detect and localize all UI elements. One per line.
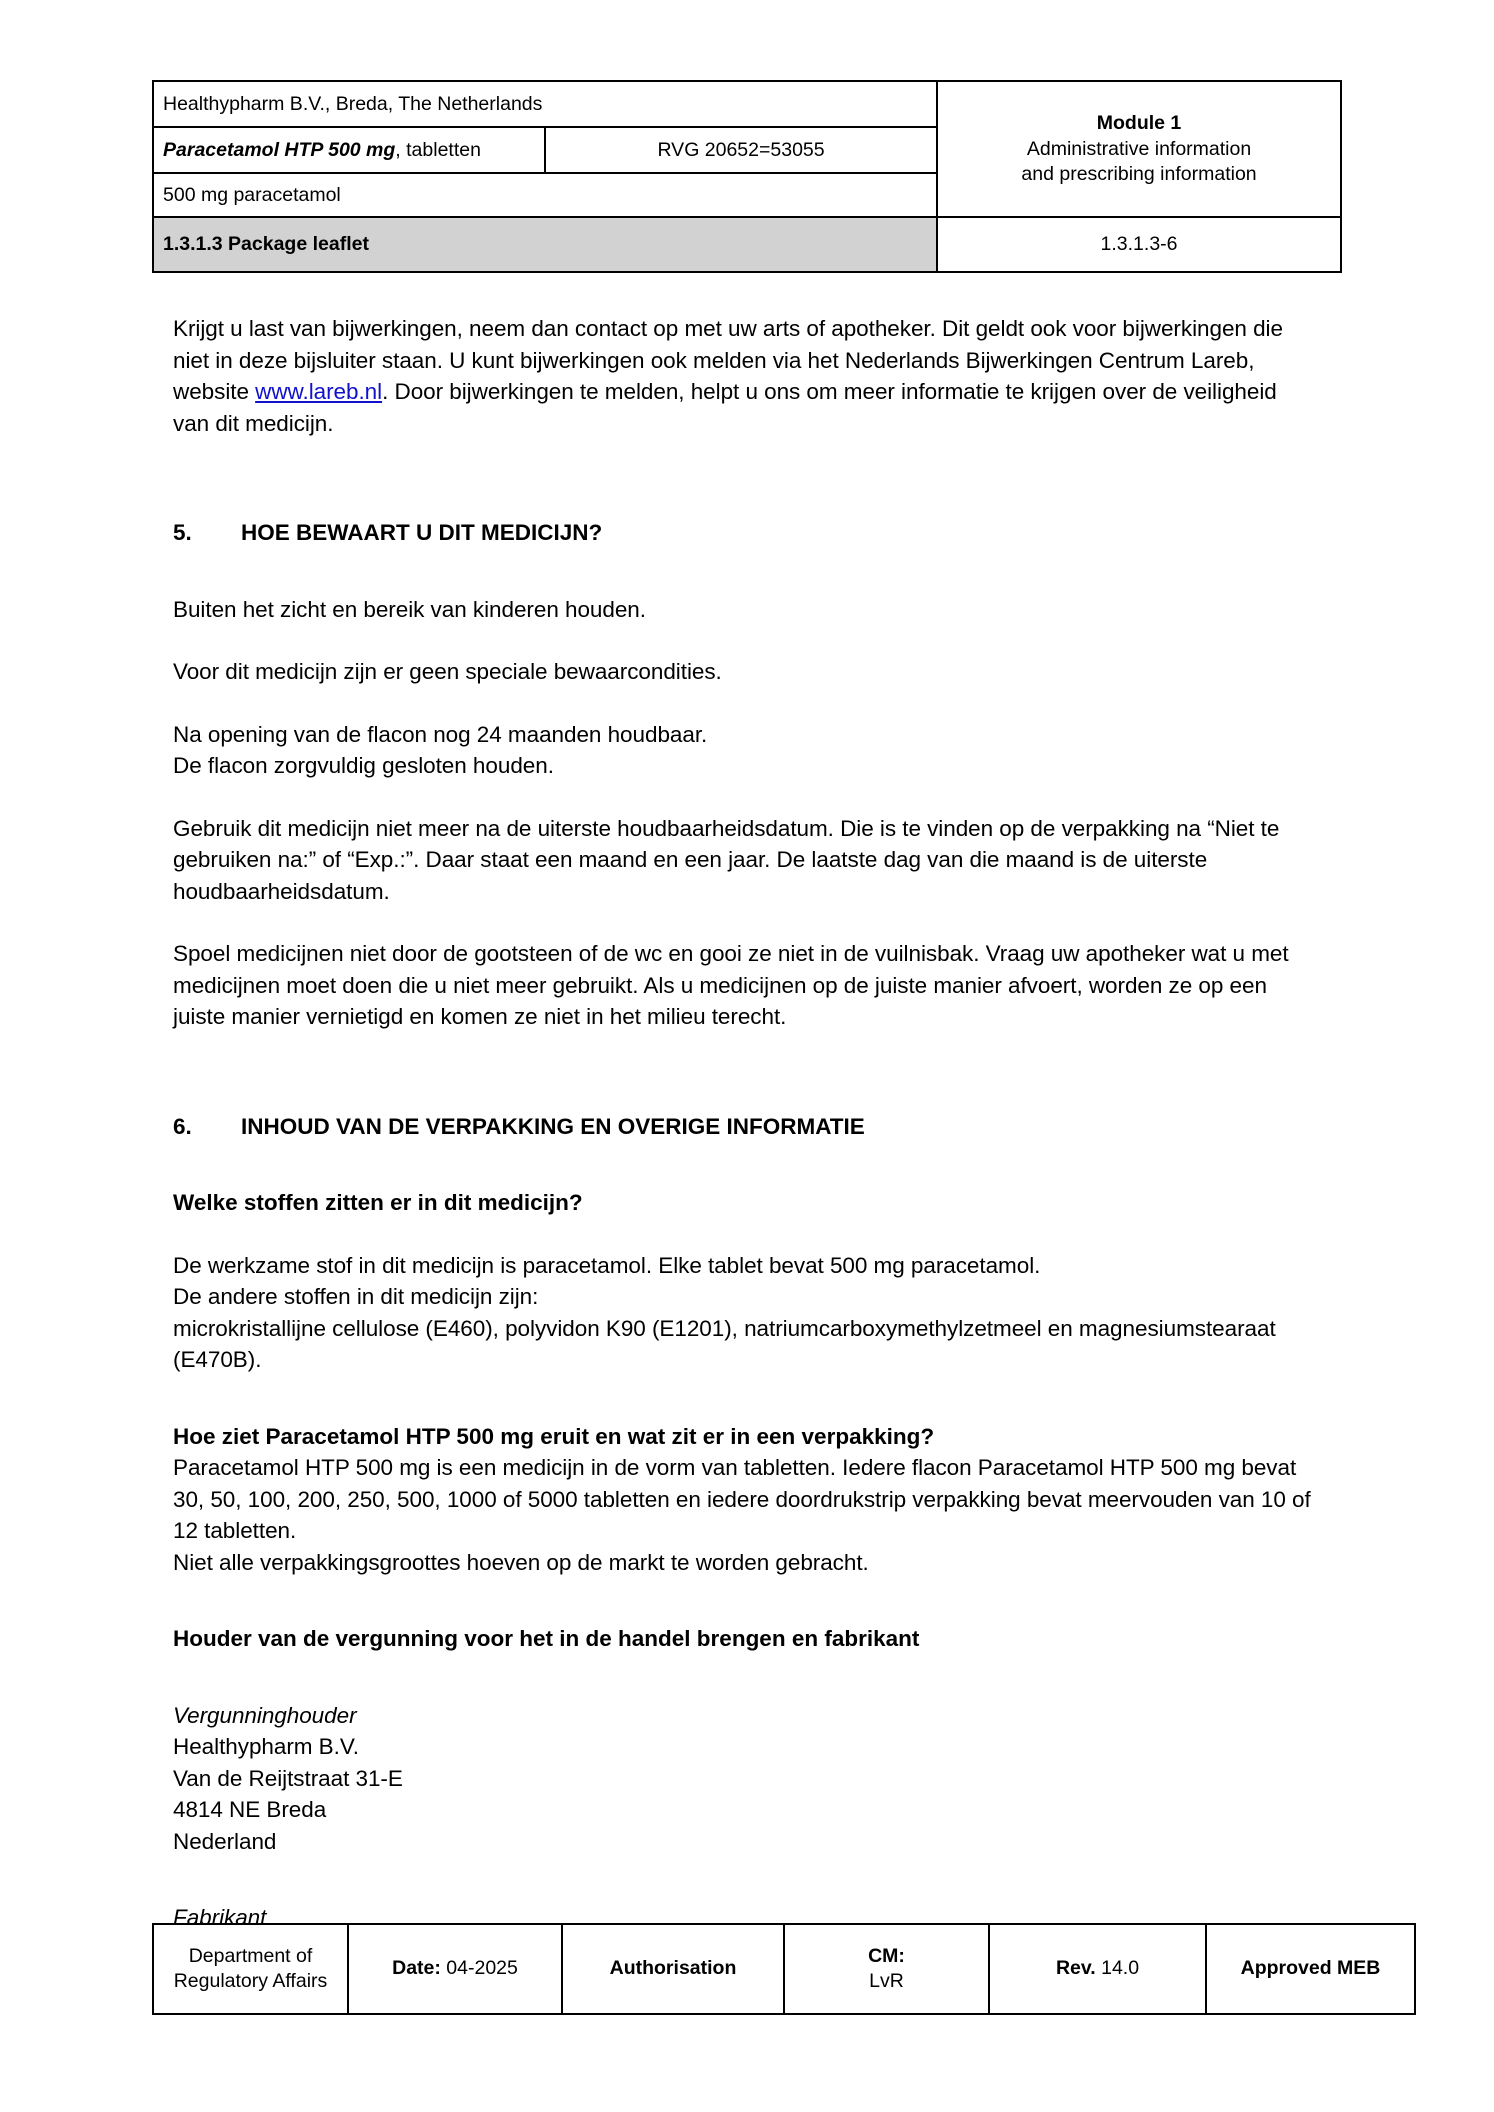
marketing-holder-country: Nederland (173, 1828, 277, 1854)
marketing-holder-street: Van de Reijtstraat 31-E (173, 1765, 403, 1791)
spacer (173, 1857, 1316, 1902)
section-5-number: 5. (173, 520, 192, 545)
paragraph-disposal: Spoel medicijnen niet door de gootsteen of de wc en gooi ze niet in de vuilnisbak. Vraag uw apotheker wat u met medicijnen moet doen die u niet meer gebruikt. Als u medicijnen op de juiste manier afvoert, worden ze op een juiste manier vernietigd en komen ze niet in het milieu terecht. (173, 941, 1289, 1029)
header-strength-text: 500 mg paracetamol (163, 183, 341, 206)
footer-revision-cell (989, 1924, 1206, 2014)
section-6-title: INHOUD VAN DE VERPAKKING EN OVERIGE INFORMATIE (241, 1113, 865, 1139)
paragraph-after-opening-line2: De flacon zorgvuldig gesloten houden. (173, 753, 554, 778)
paragraph-after-opening-line1: Na opening van de flacon nog 24 maanden houdbaar. (173, 721, 708, 747)
label-manufacturer: Fabrikant (173, 1905, 267, 1930)
paragraph-packaging-details: Paracetamol HTP 500 mg is een medicijn in de vorm van tabletten. Iedere flacon Paracetamol HTP 500 mg bevat 30, 50, 100, 200, 250, 500, 1000 of 5000 tabletten en iedere doordrukstrip verpakking bevat meervouden van 10 of 12 tabletten. (173, 1455, 1311, 1543)
spacer (173, 1033, 1316, 1111)
header-module-title: Module 1 (1096, 112, 1182, 135)
footer-cm-value: LvR (869, 1970, 904, 1992)
footer-authorisation-label: Authorisation (609, 1957, 737, 1980)
footer-department-line1: Department of (188, 1944, 313, 1967)
marketing-holder-company: Healthypharm B.V. (173, 1734, 359, 1759)
section-heading-5 (173, 517, 1316, 549)
header-module-line2: and prescribing information (1021, 162, 1257, 185)
footer-date-value: 04-2025 (446, 1957, 518, 1980)
header-product-cell (153, 127, 545, 173)
footer-date-label: Date: (392, 1957, 441, 1980)
footer-cm-cell (784, 1924, 989, 2014)
section-5-title: HOE BEWAART U DIT MEDICIJN? (241, 520, 603, 545)
side-effects-text-part2: . Door bijwerkingen te melden, helpt u ons om meer informatie te krijgen over de veiligheid van dit medicijn. (173, 379, 1277, 436)
spacer (173, 782, 1316, 813)
subheading-appearance-packaging: Hoe ziet Paracetamol HTP 500 mg eruit en wat zit er in een verpakking? (173, 1423, 935, 1449)
header-strength-cell (153, 173, 937, 217)
header-page-reference: 1.3.1.3-6 (1100, 233, 1178, 256)
spacer (173, 1142, 1316, 1187)
header-module-cell (937, 81, 1341, 217)
header-leaflet-cell (153, 217, 937, 272)
footer-cm-label: CM: (868, 1944, 905, 1967)
header-rvg-cell (545, 127, 937, 173)
section-heading-6 (173, 1111, 1316, 1143)
spacer (173, 1376, 1316, 1421)
footer-row (153, 1924, 1415, 2014)
header-rvg-text: RVG 20652=53055 (657, 138, 825, 161)
document-body (173, 313, 1316, 1934)
footer-authorisation-cell (562, 1924, 784, 2014)
document-header-table (152, 80, 1342, 273)
footer-department-cell (153, 1924, 348, 2014)
spacer (173, 1655, 1316, 1700)
paragraph-packaging-availability: Niet alle verpakkingsgroottes hoeven op de markt te worden gebracht. (173, 1549, 869, 1575)
spacer (173, 1219, 1316, 1250)
header-leaflet-title: 1.3.1.3 Package leaflet (163, 233, 369, 256)
subheading-marketing-authorisation-holder: Houder van de vergunning voor het in de handel brengen en fabrikant (173, 1626, 920, 1651)
subheading-ingredients: Welke stoffen zitten er in dit medicijn? (173, 1190, 583, 1215)
spacer (173, 549, 1316, 594)
spacer (173, 907, 1316, 938)
header-row-leaflet (153, 217, 1341, 272)
spacer (173, 625, 1316, 656)
header-company-text: Healthypharm B.V., Breda, The Netherlands (163, 92, 543, 115)
marketing-holder-postcode-city: 4814 NE Breda (173, 1797, 327, 1822)
footer-department-line2: Regulatory Affairs (173, 1970, 328, 1992)
paragraph-excipients-list: microkristallijne cellulose (E460), polyvidon K90 (E1201), natriumcarboxymethylzetmeel en magnesiumstearaat (E470B). (173, 1315, 1276, 1372)
footer-revision-label: Rev. (1055, 1957, 1096, 1980)
footer-date-cell (348, 1924, 562, 2014)
lareb-website-link[interactable]: www.lareb.nl (255, 379, 383, 404)
paragraph-other-substances-intro: De andere stoffen in dit medicijn zijn: (173, 1284, 539, 1309)
spacer (173, 688, 1316, 719)
header-product-name: Paracetamol HTP 500 mg (163, 138, 396, 161)
label-marketing-authorisation-holder: Vergunninghouder (173, 1702, 357, 1728)
footer-approved-label: Approved MEB (1240, 1957, 1381, 1980)
footer-revision-value: 14.0 (1101, 1957, 1140, 1980)
paragraph-storage-conditions: Voor dit medicijn zijn er geen speciale bewaarcondities. (173, 659, 722, 684)
section-6-number: 6. (173, 1113, 192, 1139)
paragraph-side-effects-reporting (173, 313, 1316, 439)
footer-approved-cell (1206, 1924, 1415, 2014)
header-company-cell (153, 81, 937, 127)
header-pageref-cell (937, 217, 1341, 272)
paragraph-storage-children: Buiten het zicht en bereik van kinderen houden. (173, 596, 646, 622)
paragraph-active-substance: De werkzame stof in dit medicijn is paracetamol. Elke tablet bevat 500 mg paracetamol. (173, 1252, 1041, 1278)
header-product-form: , tabletten (395, 138, 481, 161)
header-row-company (153, 81, 1341, 127)
spacer (173, 1578, 1316, 1623)
side-effects-text-part1: Krijgt u last van bijwerkingen, neem dan contact op met uw arts of apotheker. Dit geldt ook voor bijwerkingen die niet in deze bijsluiter staan. U kunt bijwerkingen ook melden via het Nederlands Bijwerkingen Centrum Lareb, website (173, 316, 1283, 404)
paragraph-expiry-date: Gebruik dit medicijn niet meer na de uiterste houdbaarheidsdatum. Die is te vinden op de verpakking na “Niet te gebruiken na:” of “Exp.:”. Daar staat een maand en een jaar. De laatste dag van die maand is de uiterste houdbaarheidsdatum. (173, 815, 1280, 904)
header-module-line1: Administrative information (1026, 138, 1252, 161)
document-footer-table (152, 1923, 1416, 2015)
spacer (173, 439, 1316, 517)
